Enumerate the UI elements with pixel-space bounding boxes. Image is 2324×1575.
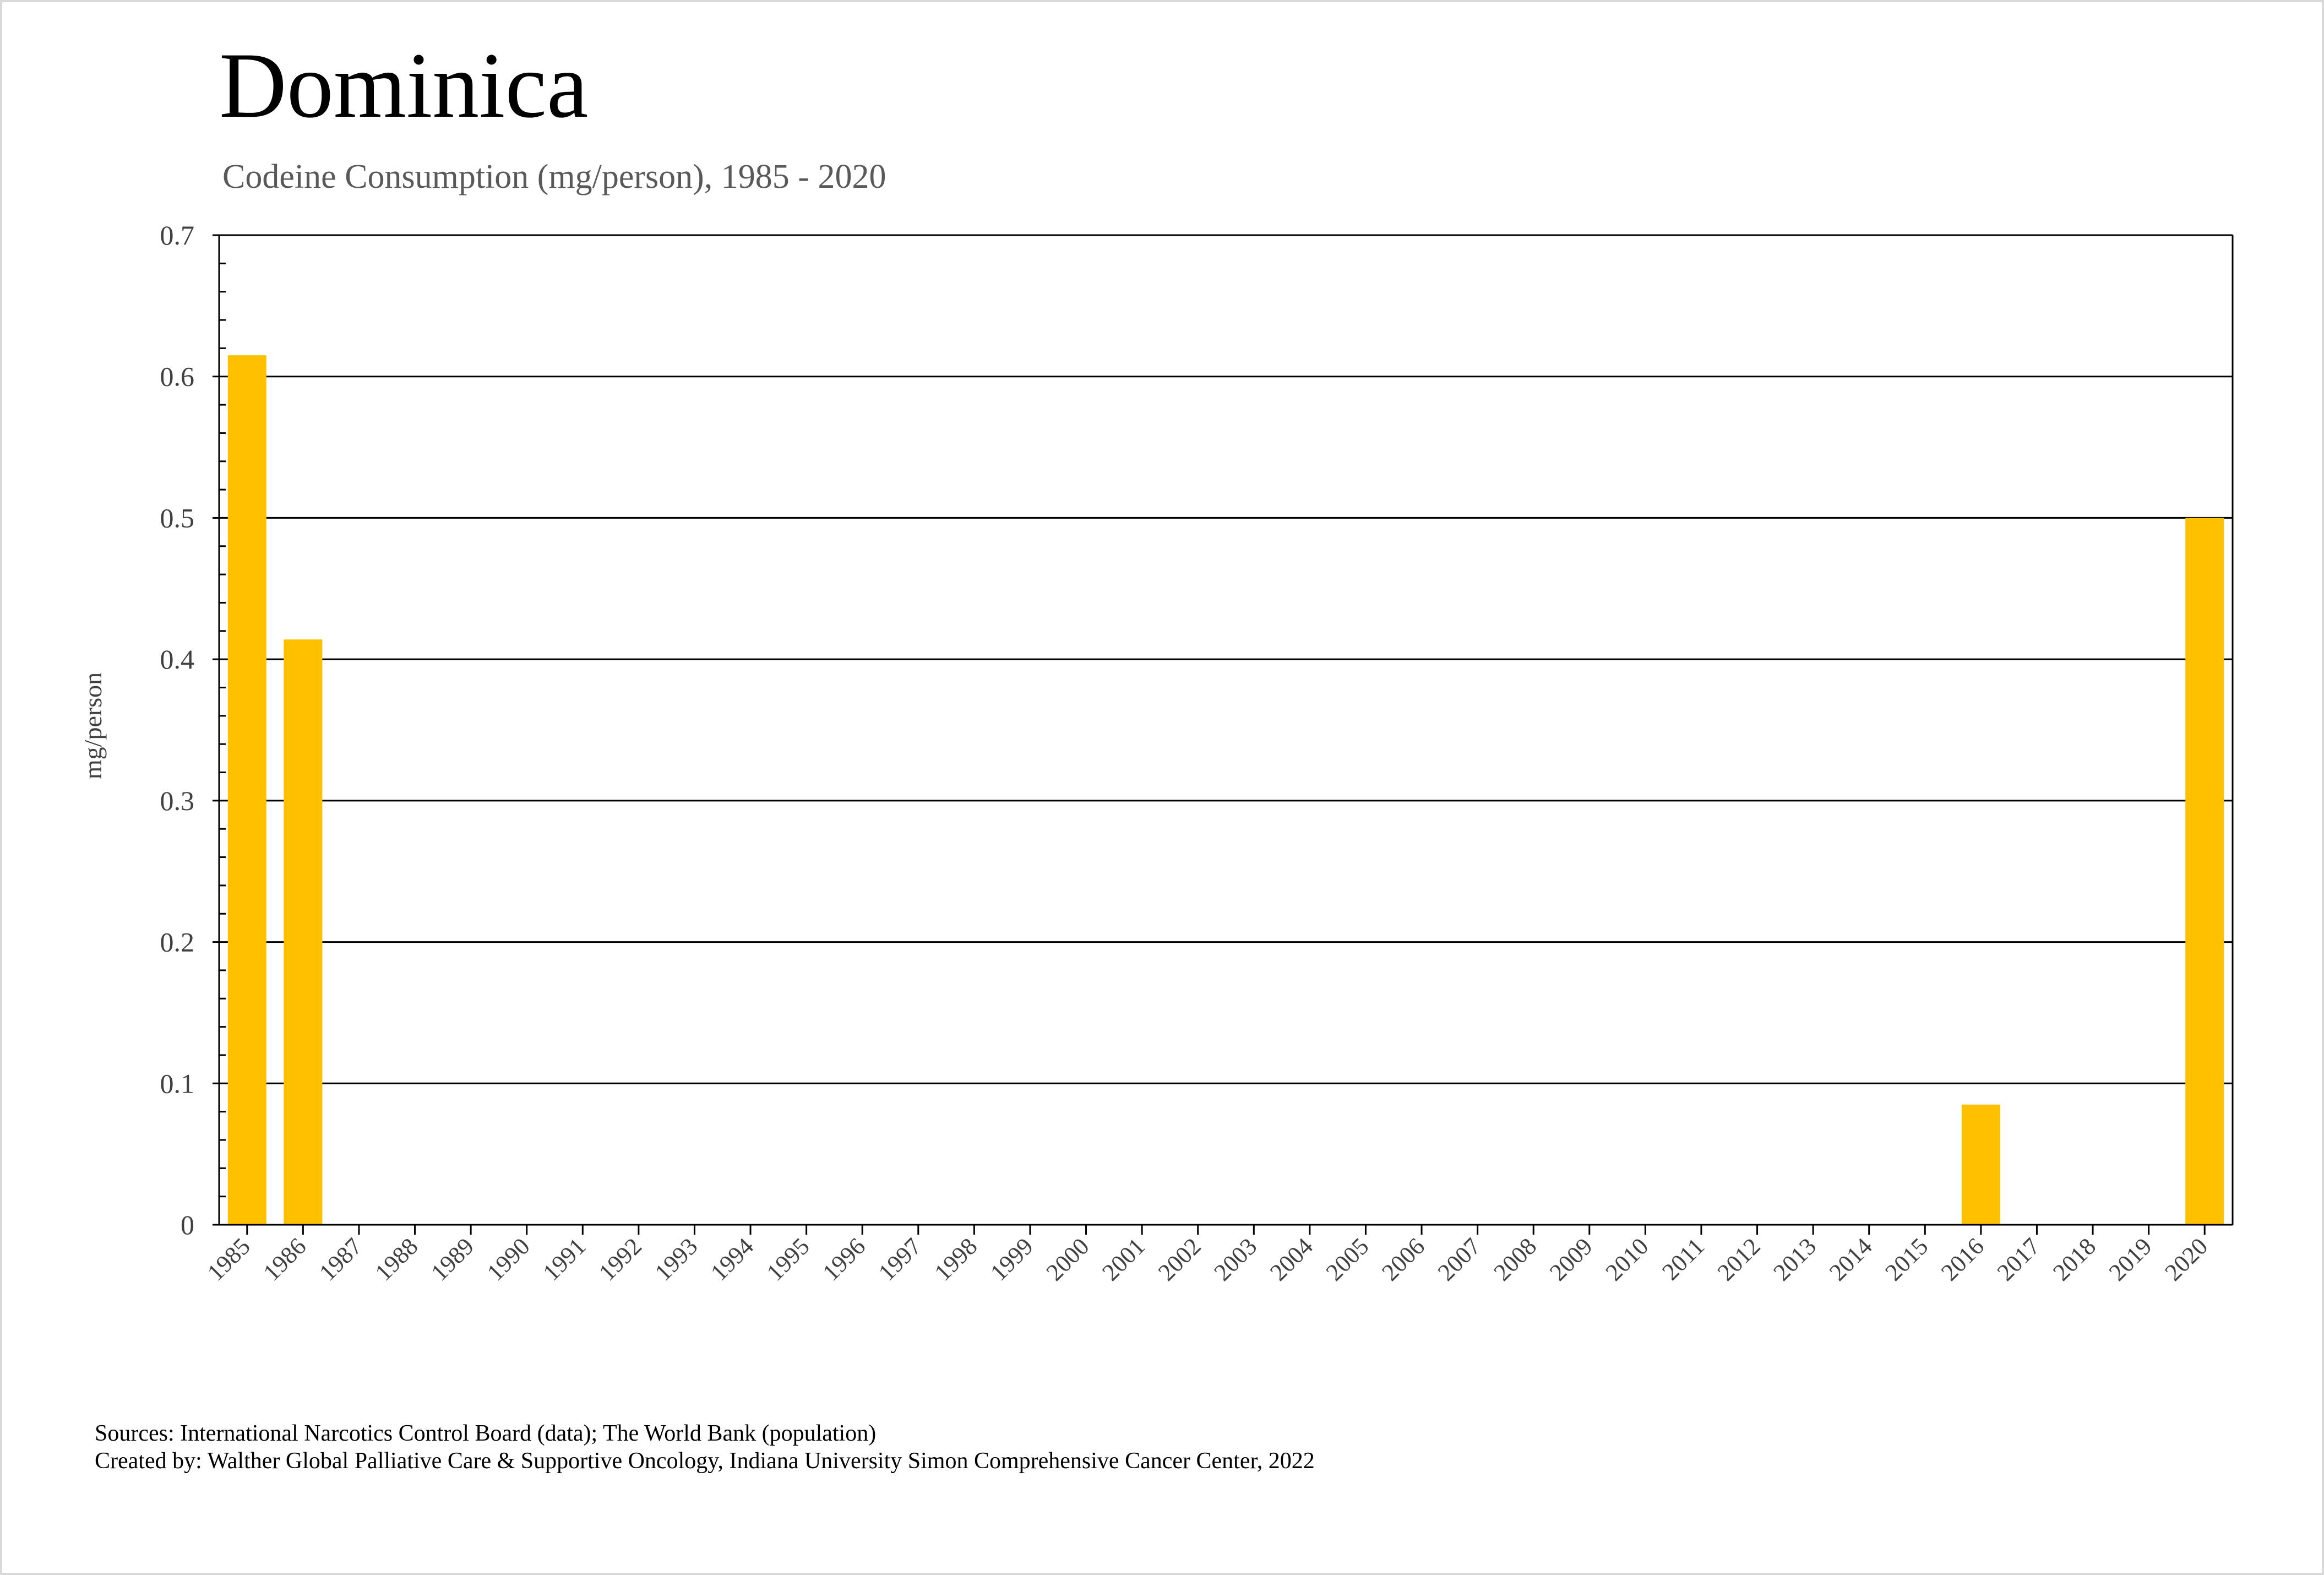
x-tick-label-2012: 2012	[1712, 1232, 1766, 1286]
y-tick-label: 0.4	[160, 644, 194, 675]
chart-subtitle: Codeine Consumption (mg/person), 1985 - 2020	[222, 158, 886, 195]
x-tick-label-1985: 1985	[202, 1232, 255, 1286]
x-tick-label-2003: 2003	[1209, 1232, 1262, 1286]
x-tick-label-2006: 2006	[1376, 1232, 1430, 1286]
bar-1985	[228, 355, 266, 1225]
x-tick-label-2010: 2010	[1600, 1232, 1654, 1286]
x-tick-label-2013: 2013	[1768, 1232, 1822, 1286]
x-tick-label-1986: 1986	[258, 1232, 312, 1286]
x-tick-label-2014: 2014	[1824, 1232, 1877, 1286]
x-tick-label-1987: 1987	[314, 1232, 368, 1286]
chart-title: Dominica	[219, 34, 589, 137]
x-tick-label-2015: 2015	[1880, 1232, 1934, 1286]
x-tick-label-1992: 1992	[594, 1232, 647, 1286]
y-tick-label: 0	[181, 1209, 194, 1240]
created-by-line: Created by: Walther Global Palliative Care & Supportive Oncology, Indiana University Simon Comprehensive Cancer Center, 2022	[95, 1448, 1315, 1474]
x-tick-label-1991: 1991	[537, 1232, 591, 1286]
x-tick-label-2016: 2016	[1936, 1232, 1989, 1286]
x-tick-label-2007: 2007	[1432, 1232, 1486, 1286]
axes	[213, 235, 2233, 1235]
x-tick-label-1998: 1998	[929, 1232, 983, 1286]
x-tick-label-2008: 2008	[1488, 1232, 1542, 1286]
y-tick-label: 0.5	[160, 502, 194, 534]
x-tick-label-1993: 1993	[649, 1232, 703, 1286]
y-tick-label: 0.1	[160, 1068, 194, 1099]
x-tick-label-2020: 2020	[2159, 1232, 2213, 1286]
x-tick-label-2009: 2009	[1544, 1232, 1598, 1286]
sources-line: Sources: International Narcotics Control Board (data); The World Bank (population)	[95, 1421, 877, 1446]
x-tick-label-1996: 1996	[817, 1232, 871, 1286]
gridlines	[219, 235, 2233, 1083]
y-axis-title: mg/person	[79, 672, 107, 780]
x-tick-label-2001: 2001	[1097, 1232, 1151, 1286]
x-tick-label-1994: 1994	[705, 1232, 759, 1286]
x-tick-label-2002: 2002	[1152, 1232, 1206, 1286]
tick-labels	[79, 220, 2213, 1286]
x-tick-label-2005: 2005	[1320, 1232, 1374, 1286]
x-tick-label-2017: 2017	[1991, 1232, 2045, 1286]
x-tick-label-2004: 2004	[1265, 1232, 1318, 1286]
x-tick-label-2000: 2000	[1041, 1232, 1095, 1286]
y-tick-label: 0.3	[160, 785, 194, 816]
bar-1986	[284, 639, 322, 1225]
x-tick-label-1999: 1999	[985, 1232, 1039, 1286]
x-tick-label-1995: 1995	[761, 1232, 815, 1286]
bars	[228, 355, 2224, 1225]
bar-2016	[1962, 1105, 2000, 1225]
y-tick-label: 0.7	[160, 220, 194, 251]
y-tick-label: 0.2	[160, 926, 194, 958]
x-tick-label-1988: 1988	[369, 1232, 423, 1286]
x-tick-label-1990: 1990	[481, 1232, 535, 1286]
bar-2020	[2185, 518, 2224, 1225]
x-tick-label-2018: 2018	[2048, 1232, 2102, 1286]
x-tick-label-1989: 1989	[426, 1232, 480, 1286]
x-tick-label-1997: 1997	[873, 1232, 927, 1286]
x-tick-label-2011: 2011	[1657, 1232, 1710, 1286]
y-tick-label: 0.6	[160, 361, 194, 392]
x-tick-label-2019: 2019	[2103, 1232, 2157, 1286]
source-notes	[95, 1420, 1315, 1475]
